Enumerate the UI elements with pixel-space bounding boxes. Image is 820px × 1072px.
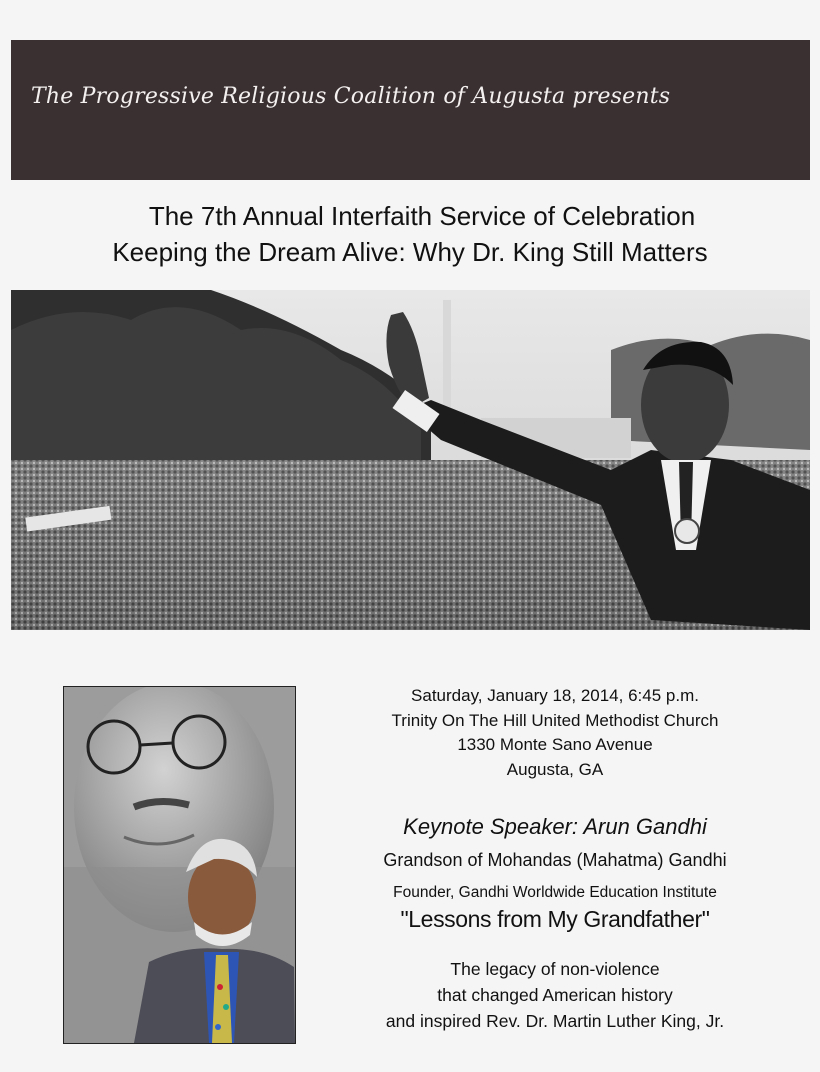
event-venue: Trinity On The Hill United Methodist Church	[391, 710, 719, 730]
event-subtitle: Keeping the Dream Alive: Why Dr. King Still Matters	[112, 237, 708, 267]
event-street: 1330 Monte Sano Avenue	[457, 735, 653, 754]
event-city: Augusta, GA	[506, 759, 604, 779]
legacy-line-3: and inspired Rev. Dr. Martin Luther King, Jr.	[385, 1011, 725, 1031]
keynote-speaker: Keynote Speaker: Arun Gandhi	[403, 814, 707, 839]
event-date-time: Saturday, January 18, 2014, 6:45 p.m.	[411, 686, 699, 705]
presenter-banner	[11, 40, 810, 180]
legacy-line-1: The legacy of non-violence	[450, 959, 660, 979]
mlk-photo-illustration	[11, 290, 810, 630]
event-title: The 7th Annual Interfaith Service of Celebration	[148, 201, 696, 231]
event-details	[320, 684, 790, 782]
mlk-waving-crowd-photo	[11, 290, 810, 630]
speaker-relation: Grandson of Mohandas (Mahatma) Gandhi	[383, 850, 727, 870]
talk-title: "Lessons from My Grandfather"	[400, 906, 710, 932]
speaker-role: Founder, Gandhi Worldwide Education Institute	[393, 884, 717, 901]
gandhi-photo-illustration	[64, 687, 295, 1043]
gandhi-portrait-photo	[63, 686, 296, 1044]
legacy-statement	[320, 956, 790, 1034]
legacy-line-2: that changed American history	[437, 985, 673, 1005]
presenter-text: The Progressive Religious Coalition of Augusta presents	[31, 84, 671, 109]
